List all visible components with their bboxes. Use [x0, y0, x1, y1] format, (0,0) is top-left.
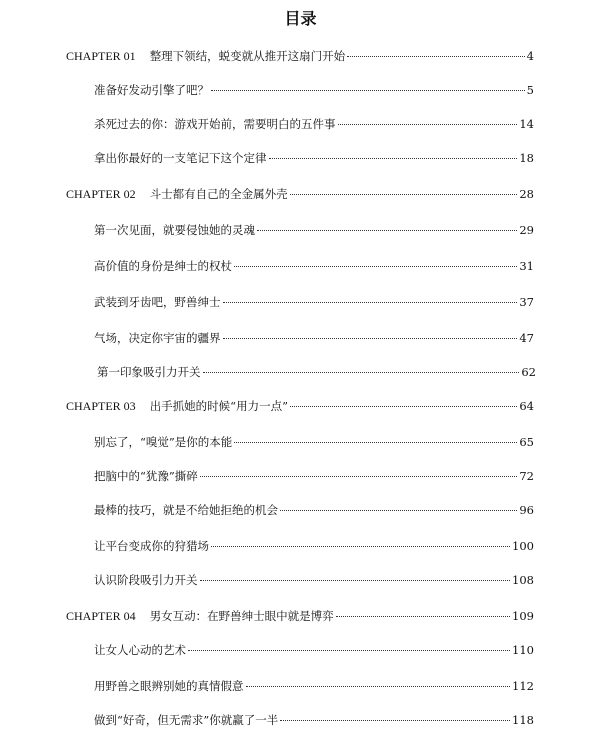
dot-leader [246, 686, 511, 687]
page-number: 14 [519, 117, 534, 131]
page-title: 目录 [284, 9, 317, 28]
toc-section-row [94, 502, 534, 518]
toc-section-row [94, 150, 534, 166]
chapter-number: CHAPTER 02 [66, 187, 136, 201]
toc-section-row [94, 712, 534, 728]
entry-title-text: 准备好发动引擎了吧？ [94, 83, 209, 97]
dot-leader [211, 546, 510, 547]
entry-title-text: 别忘了，“嗅觉”是你的本能 [94, 435, 233, 449]
page-number: 62 [521, 365, 536, 379]
page-number: 112 [512, 679, 534, 693]
section-title [94, 222, 255, 238]
toc-section-row [94, 572, 534, 588]
dot-leader [223, 338, 518, 339]
chapter-title [66, 48, 345, 64]
entry-title-text: 整理下领结，蜕变就从推开这扇门开始 [149, 49, 346, 63]
toc-section-row [94, 82, 534, 98]
entry-title-text: 武装到牙齿吧，野兽绅士 [94, 295, 221, 309]
chapter-title [66, 186, 288, 202]
entry-title-text: 让女人心动的艺术 [94, 643, 186, 657]
entry-title-text: 把脑中的“犹豫”撕碎 [94, 469, 198, 483]
section-title [94, 294, 221, 310]
page-number: 64 [519, 399, 534, 413]
entry-title-text: 认识阶段吸引力开关 [94, 573, 198, 587]
toc-section-row [94, 538, 534, 554]
toc-section-row [94, 678, 534, 694]
section-title [94, 468, 198, 484]
page-number: 108 [512, 573, 534, 587]
chapter-title [66, 398, 288, 414]
chapter-number: CHAPTER 03 [66, 399, 136, 413]
entry-title-text: 出手抓她的时候“用力一点” [149, 399, 288, 413]
toc-section-row [94, 294, 534, 310]
section-title [94, 538, 209, 554]
toc-section-row [94, 258, 534, 274]
section-title [94, 258, 232, 274]
section-title [94, 712, 278, 728]
toc-section-row [97, 364, 536, 380]
page-number: 118 [512, 713, 534, 727]
section-title [94, 150, 267, 166]
entry-title-text: 拿出你最好的一支笔记下这个定律 [94, 151, 267, 165]
section-title [94, 330, 221, 346]
dot-leader [200, 476, 518, 477]
entry-title-text: 第一印象吸引力开关 [97, 365, 201, 379]
entry-title-text: 杀死过去的你：游戏开始前，需要明白的五件事 [94, 117, 336, 131]
chapter-title [66, 608, 334, 624]
page-number: 4 [526, 49, 534, 63]
page-number: 29 [519, 223, 534, 237]
dot-leader [257, 230, 517, 231]
dot-leader [338, 124, 518, 125]
dot-leader [223, 302, 518, 303]
page-number: 109 [512, 609, 534, 623]
page-number: 65 [519, 435, 534, 449]
dot-leader [203, 372, 520, 373]
section-title [94, 642, 186, 658]
entry-title-text: 高价值的身份是绅士的权杖 [94, 259, 232, 273]
page-number: 37 [519, 295, 534, 309]
toc-section-row [94, 330, 534, 346]
dot-leader [290, 406, 517, 407]
page-number: 110 [512, 643, 534, 657]
entry-title-text: 最棒的技巧，就是不给她拒绝的机会 [94, 503, 278, 517]
dot-leader [280, 720, 510, 721]
dot-leader [211, 90, 525, 91]
page-number: 72 [519, 469, 534, 483]
toc-section-row [94, 642, 534, 658]
dot-leader [290, 194, 518, 195]
entry-title-text: 做到“好奇，但无需求”你就赢了一半 [94, 713, 279, 727]
dot-leader [347, 56, 524, 57]
page-number: 28 [519, 187, 534, 201]
toc-section-row [94, 468, 534, 484]
chapter-number: CHAPTER 04 [66, 609, 136, 623]
entry-title-text: 用野兽之眼辨别她的真情假意 [94, 679, 244, 693]
page-number: 47 [519, 331, 534, 345]
chapter-number: CHAPTER 01 [66, 49, 136, 63]
dot-leader [269, 158, 518, 159]
entry-title-text: 气场，决定你宇宙的疆界 [94, 331, 221, 345]
page-number: 96 [519, 503, 534, 517]
section-title [94, 116, 336, 132]
section-title [94, 678, 244, 694]
page-number: 5 [526, 83, 534, 97]
page-number: 31 [519, 259, 534, 273]
dot-leader [336, 616, 510, 617]
toc-section-row [94, 434, 534, 450]
entry-title-text: 让平台变成你的狩猎场 [94, 539, 209, 553]
section-title [97, 364, 201, 380]
dot-leader [280, 510, 517, 511]
section-title [94, 502, 278, 518]
toc-section-row [94, 222, 534, 238]
dot-leader [234, 266, 517, 267]
toc-chapter-row [66, 608, 534, 624]
page-number: 100 [512, 539, 534, 553]
section-title [94, 572, 198, 588]
dot-leader [200, 580, 511, 581]
entry-title-text: 斗士都有自己的全金属外壳 [149, 187, 288, 201]
entry-title-text: 男女互动：在野兽绅士眼中就是博弈 [149, 609, 334, 623]
dot-leader [234, 442, 517, 443]
dot-leader [188, 650, 510, 651]
section-title [94, 434, 232, 450]
entry-title-text: 第一次见面，就要侵蚀她的灵魂 [94, 223, 255, 237]
toc-chapter-row [66, 48, 534, 64]
toc-section-row [94, 116, 534, 132]
page-number: 18 [519, 151, 534, 165]
toc-chapter-row [66, 398, 534, 414]
toc-chapter-row [66, 186, 534, 202]
section-title [94, 82, 209, 98]
